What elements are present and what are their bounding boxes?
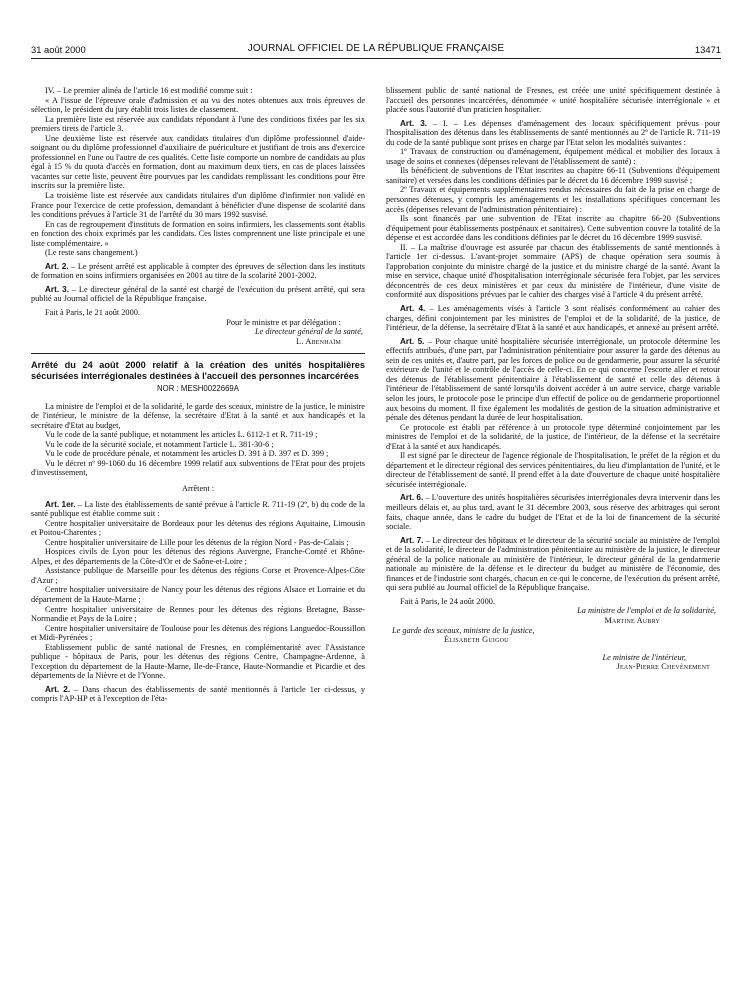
signature-name: Jean-Pierre Chevènement (616, 662, 710, 672)
paragraph: blissement public de santé national de Fresnes, est créée une unité spécifiquement destinée à l'accueil des personnes incarcérées, dénommée « unité hospitalière sécurisée interrégionale » et placée sous l'autorité d'un praticien hospitalier. (386, 86, 720, 115)
article-text: – Pour chaque unité hospitalière sécurisée interrégionale, un protocole détermine les effectifs attribués, d'une part, par l'administration pénitentiaire pour assurer la garde des détenus au sein de ces unités et, d'autre part, par les forces de police ou de gendarmerie, pour assurer la sécurité extérieure de l'unité et le contrôle de l'accès de celle-ci. En ce qui concerne l'escorte aller et retour des détenus de l'établissement pénitentiaire à l'établissement de santé et celle des détenus à l'intérieur de l'établissement de santé lorsqu'ils doivent accéder à un autre service, charge variable selon les jours, le protocole pose le principe d'un effectif de police ou de gendarmerie proportionnel aux besoins du moment. Il fixe également les modalités de gestion de la situation administrative et pénale des détenus pendant la durée de leur hospitalisation. (386, 336, 720, 423)
article-text: – L'ouverture des unités hospitalières sécurisées interrégionales devra intervenir dans les meilleurs délais et, au plus tard, avant le 31 décembre 2003, sous réserve des arbitrages qui seront faits, chaque année, dans le cadre du budget de l'Etat et de la loi de financement de la sécurité sociale. (386, 493, 720, 532)
signature-name: Élisabeth Guigou (444, 635, 509, 645)
article-label: Art. 7. (400, 535, 424, 545)
publication-date: 31 août 2000 (31, 44, 86, 55)
article-1 (31, 500, 365, 519)
signature-title: La ministre de l'emploi et de la solidarité, (577, 606, 716, 616)
article-label: Art. 2. (45, 261, 69, 271)
establishment-item: Assistance publique de Marseille pour les détenus des régions Corse et Provence-Alpes-Côte d'Azur ; (31, 566, 365, 585)
signature-title: Le garde des sceaux, ministre de la justice, (392, 625, 535, 635)
paragraph: Il est signé par le directeur de l'agence régionale de l'hospitalisation, le préfet de la région et du département et le directeur régional des services pénitentiaires, du lieu d'implantation de l'unité, et le directeur de l'établissement de santé. Il prend effet à la date d'ouverture de chaque unité hospitalière sécurisée interrégionale. (386, 451, 720, 489)
article-label: Art. 4. (400, 304, 426, 314)
article-label: Art. 5. (400, 336, 425, 346)
journal-title: JOURNAL OFFICIEL DE LA RÉPUBLIQUE FRANÇAISE (247, 43, 505, 54)
paragraph: 2º Travaux et équipements supplémentaires rendus nécessaires du fait de la prise en charge de personnes détenues, y compris les aménagements et les installations spécifiques concernant les accès (dépenses relevant de l'administration pénitentiaire) : (386, 185, 720, 214)
article-2-creation (31, 685, 365, 704)
article-2 (31, 262, 365, 281)
signature-title: Le ministre de l'intérieur, (602, 652, 686, 662)
paragraph: II. – La maîtrise d'ouvrage est assurée par chacun des établissements de santé mentionnés à l'article 1er ci-dessus. L'avant-projet sommaire (APS) de chaque opération sera soumis à l'approbation conjointe du ministre chargé de la justice et du ministre chargé de la santé. Avant la mise en service, chaque unité d'hospitalisation interrégionale sécurisée fera l'objet, par les services déconcentrés de ces deux ministères et par ceux du ministère de l'intérieur, d'une visite de conformité aux dispositions prévues par le cahier des charges visé à l'article 4 du présent arrêté. (386, 242, 720, 300)
establishment-item: Centre hospitalier universitaire de Bordeaux pour les détenus des régions Aquitaine, Limousin et Poitou-Charentes ; (31, 518, 365, 538)
paragraph: En cas de regroupement d'instituts de formation en soins infirmiers, les classements sont établis en fonction des choix exprimés par les candidats. Ces listes comprennent une liste principale et une liste complémentaire. » (31, 219, 365, 248)
article-text: – La liste des établissements de santé prévue à l'article R. 711-19 (2º, b) du code de la santé publique est établie comme suit : (31, 499, 365, 519)
article-7 (386, 536, 720, 593)
visa: Vu le code de procédure pénale, et notamment les articles D. 391 à D. 397 et D. 399 ; (45, 449, 329, 459)
establishment-item: Centre hospitalier universitaire de Toulouse pour les détenus des régions Languedoc-Roussillon et Midi-Pyrénées ; (31, 623, 365, 643)
paragraph: Une deuxième liste est réservée aux candidats titulaires d'un diplôme professionnel d'aide-soignant ou du diplôme professionnel d'auxiliaire de puériculture et justifiant de trois ans d'exercice professionnel en l'une ou l'autre de ces qualités. Cette liste comporte un nombre de candidats au plus égal à 15 % du quota d'accès en formation, dont au maximum deux tiers, en cas de places laissées vacantes sur cette liste, peuvent être pourvues par les candidats remplissant les conditions pour être inscrits sur la première liste. (31, 133, 365, 191)
article-5 (386, 337, 720, 423)
article-3 (31, 285, 365, 304)
arrete-title: Arrêté du 24 août 2000 relatif à la création des unités hospitalières sécurisées interrégionales destinées à l'accueil des personnes incarcérées (31, 360, 365, 381)
nor-reference: NOR : MESH0022669A (157, 384, 239, 394)
paragraph: Ce protocole est établi par référence à un protocole type déterminé conjointement par les ministres de l'emploi et de la solidarité, de la justice, de l'intérieur, de la défense et la secrétaire d'Etat à la santé et aux handicapés. (386, 422, 720, 451)
paragraph: Ils sont financés par une subvention de l'Etat inscrite au chapitre 66-20 (Subventions d'équipement pour établissements postpénaux et sanitaires). Cette subvention couvre la totalité de la dépense et est accordée dans les conditions définies par le décret du 16 décembre 1999 susvisé. (386, 214, 720, 243)
article-label: Art. 6. (400, 493, 424, 503)
paragraph: « A l'issue de l'épreuve orale d'admission et au vu des notes obtenues aux trois épreuves de sélection, le président du jury établit trois listes de classement. (31, 95, 365, 115)
visa: Vu le code de la santé publique, et notamment les articles L. 6112-1 et R. 711-19 ; (45, 430, 318, 440)
paragraph: Ils bénéficient de subventions de l'Etat inscrites au chapitre 66-11 (Subventions d'équipement sanitaire) et versées dans les conditions définies par le décret du 16 décembre 1999 susvisé ; (386, 166, 720, 185)
establishment-item: Etablissement public de santé national de Fresnes, en complémentarité avec l'Assistance publique - hôpitaux de Paris, pour les détenus des régions Centre, Champagne-Ardenne, à l'exception du département de la Haute-Marne, Ile-de-France, Haute-Normandie et Picardie et des départements de la Nièvre et de l'Yonne. (31, 642, 365, 681)
left-column (31, 86, 365, 704)
fait-a-paris: Fait à Paris, le 24 août 2000. (400, 596, 495, 606)
signature-name: Martine Aubry (604, 615, 660, 625)
signature-name: L. Abenhaïm (296, 336, 341, 346)
establishment-item: Centre hospitalier universitaire de Nancy pour les détenus des régions Alsace et Lorraine et du département de la Haute-Marne ; (31, 585, 365, 604)
paragraph: La troisième liste est réservée aux candidats titulaires d'un diplôme d'infirmier non validé en France pour l'exercice de cette profession, demandant à bénéficier d'une dispense de scolarité dans les conditions prévues à l'article 31 de l'arrêté du 30 mars 1992 susvisé. (31, 191, 365, 220)
article-text: – I. – Les dépenses d'aménagement des locaux spécifiquement prévus pour l'hospitalisation des détenus dans les établissements de santé mentionnés au 2º de l'article R. 711-19 du code de la santé publique sont prises en charge par l'Etat selon les modalités suivantes : (386, 118, 720, 147)
article-text: – Le présent arrêté est applicable à compter des épreuves de sélection dans les instituts de formation en soins infirmiers organisées en 2001 au titre de la scolarité 2001-2002. (31, 261, 365, 281)
establishment-item: Centre hospitalier universitaire de Lille pour les détenus de la région Nord - Pas-de-Calais ; (45, 537, 349, 547)
arretent-heading: Arrêtent : (181, 483, 215, 493)
signature-line: Pour le ministre et par délégation : (226, 317, 341, 327)
signature-title: Le directeur général de la santé, (255, 327, 363, 337)
visa: Vu le décret nº 99-1060 du 16 décembre 1999 relatif aux subventions de l'Etat pour des projets d'investissement, (31, 458, 365, 478)
article-text: – Le directeur des hôpitaux et le directeur de la sécurité sociale au ministère de l'emploi et de la solidarité, le directeur de l'administration pénitentiaire au ministère de la justice, le directeur général de la police nationale au ministère de l'intérieur, le directeur général de la gendarmerie nationale au ministère de la défense et le directeur du budget au ministère de l'économie, des finances et de l'industrie sont chargés, chacun en ce qui le concerne, de l'exécution du présent arrêté, qui sera publié au Journal officiel de la République française. (386, 535, 720, 593)
page-header (31, 42, 721, 59)
article-label: Art. 2. (45, 684, 71, 694)
page-number: 13471 (694, 44, 721, 55)
article-label: Art. 1er. (45, 499, 76, 509)
article-text: – Dans chacun des établissements de santé mentionnés à l'article 1er ci-dessus, y compris l'AP-HP et à l'exception de l'éta- (31, 684, 365, 704)
paragraph: (Le reste sans changement.) (45, 248, 138, 258)
right-column (386, 86, 720, 672)
establishment-item: Hospices civils de Lyon pour les détenus des régions Auvergne, Franche-Comté et Rhône-Alpes, et des départements de la Côte-d'Or et de Saône-et-Loire ; (31, 547, 365, 566)
paragraph: 1º Travaux de construction ou d'aménagement, équipement médical et mobilier des locaux à usage de soins et connexes (dépenses relevant de l'établissement de santé) : (386, 147, 720, 166)
article-text: – Le directeur général de la santé est chargé de l'exécution du présent arrêté, qui sera publié au Journal officiel de la République française. (31, 284, 365, 304)
article-4 (386, 304, 720, 333)
section-divider (31, 353, 365, 354)
fait-a-paris: Fait à Paris, le 21 août 2000. (45, 308, 140, 318)
establishment-item: Centre hospitalier universitaire de Rennes pour les détenus des régions Bretagne, Basse-Normandie et Pays de la Loire ; (31, 604, 365, 624)
article-3-funding (386, 119, 720, 148)
article-label: Art. 3. (45, 284, 70, 294)
preamble: La ministre de l'emploi et de la solidarité, le garde des sceaux, ministre de la justice, le ministre de l'intérieur, le ministre de la défense, la secrétaire d'Etat à la santé et aux handicapés et la secrétaire d'Etat au budget, (31, 401, 365, 430)
article-6 (386, 493, 720, 531)
paragraph: IV. – Le premier alinéa de l'article 16 est modifié comme suit : (45, 86, 253, 95)
visa: Vu le code de la sécurité sociale, et notamment l'article L. 381-30-6 ; (45, 439, 274, 449)
article-text: – Les aménagements visés à l'article 3 sont réalisés conformément au cahier des charges, défini conjointement par les ministres de l'emploi et de la solidarité, de la justice, de l'intérieur, de la défense, la secrétaire d'Etat à la santé et aux handicapés, et annexé au présent arrêté. (386, 304, 720, 333)
article-label: Art. 3. (400, 118, 428, 128)
paragraph: La première liste est réservée aux candidats répondant à l'une des conditions fixées par les six premiers tirets de l'article 3. (31, 114, 365, 134)
